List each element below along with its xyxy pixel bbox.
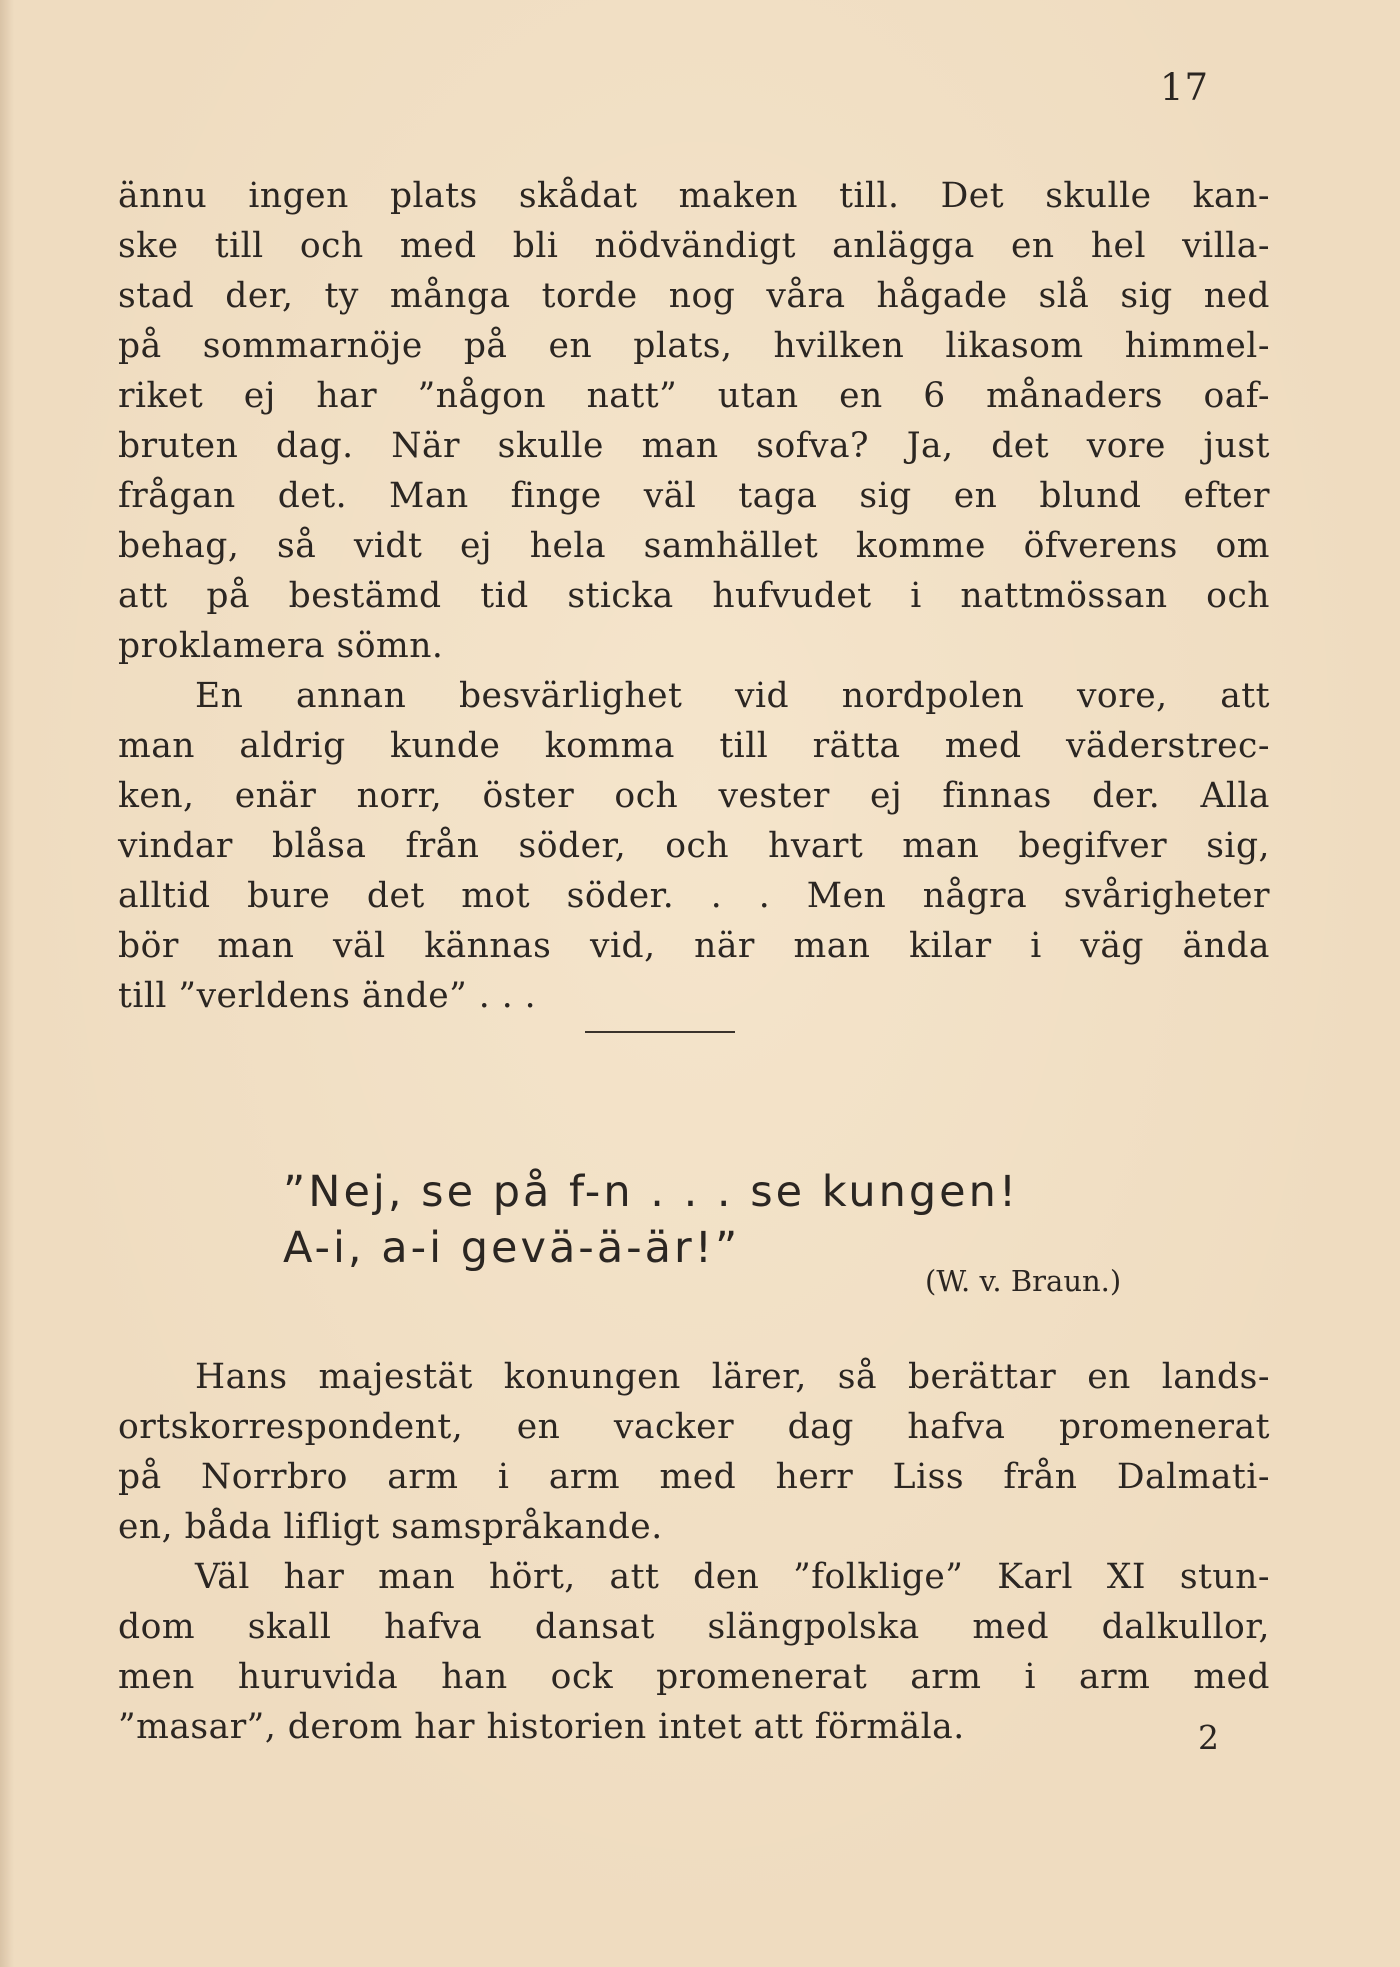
text-line: Hans majestät konungen lärer, så berättar en lands-: [195, 1357, 1270, 1397]
text-line: ”masar”, derom har historien intet att förmäla.: [118, 1707, 965, 1747]
page-number: 17: [1160, 66, 1210, 109]
text-line: stad der, ty många torde nog våra hågade slå sig ned: [118, 276, 1270, 316]
section-divider: [585, 1031, 735, 1033]
text-line: ännu ingen plats skådat maken till. Det skulle kan-: [118, 176, 1270, 216]
text-line: att på bestämd tid sticka hufvudet i nattmössan och: [118, 576, 1270, 616]
quote-attribution: (W. v. Braun.): [925, 1264, 1122, 1298]
text-line: vindar blåsa från söder, och hvart man begifver sig,: [118, 826, 1270, 866]
text-line: alltid bure det mot söder. . . Men några svårigheter: [118, 876, 1270, 916]
text-line: bruten dag. När skulle man sofva? Ja, det vore just: [118, 426, 1270, 466]
text-line: men huruvida han ock promenerat arm i arm med: [118, 1657, 1270, 1697]
text-line: En annan besvärlighet vid nordpolen vore, att: [195, 676, 1270, 716]
text-line: frågan det. Man finge väl taga sig en blund efter: [118, 476, 1270, 516]
quote-line: A-i, a-i gevä-ä-är!”: [283, 1223, 741, 1273]
text-line: till ”verldens ände” . . .: [118, 976, 537, 1016]
text-line: på sommarnöje på en plats, hvilken likasom himmel-: [118, 326, 1270, 366]
text-line: ortskorrespondent, en vacker dag hafva promenerat: [118, 1407, 1270, 1447]
text-line: ken, enär norr, öster och vester ej finnas der. Alla: [118, 776, 1270, 816]
text-line: på Norrbro arm i arm med herr Liss från Dalmati-: [118, 1457, 1270, 1497]
signature-mark: 2: [1198, 1718, 1219, 1757]
text-line: bör man väl kännas vid, när man kilar i väg ända: [118, 926, 1270, 966]
text-line: proklamera sömn.: [118, 626, 444, 666]
text-line: Väl har man hört, att den ”folklige” Karl XI stun-: [195, 1557, 1270, 1597]
text-line: en, båda lifligt samspråkande.: [118, 1507, 663, 1547]
text-line: behag, så vidt ej hela samhället komme öfverens om: [118, 526, 1270, 566]
text-line: ske till och med bli nödvändigt anlägga en hel villa-: [118, 226, 1270, 266]
text-line: man aldrig kunde komma till rätta med väderstrec-: [118, 726, 1270, 766]
quote-line: ”Nej, se på f-n . . . se kungen!: [283, 1167, 1020, 1217]
page-edge-shadow: [0, 0, 14, 1967]
text-line: riket ej har ”någon natt” utan en 6 månaders oaf-: [118, 376, 1270, 416]
text-line: dom skall hafva dansat slängpolska med dalkullor,: [118, 1607, 1270, 1647]
